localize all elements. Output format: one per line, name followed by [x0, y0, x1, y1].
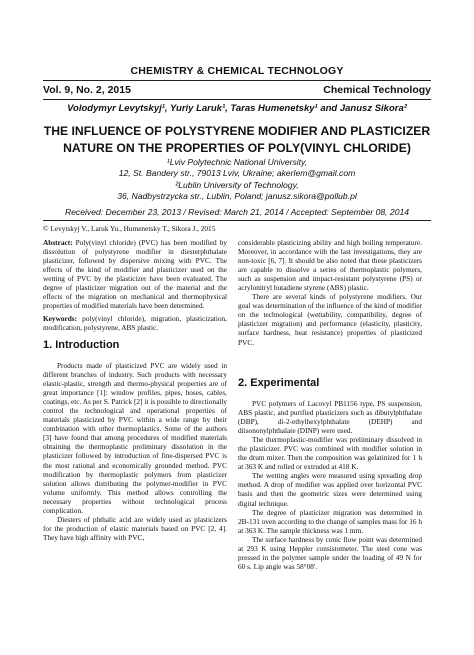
received-dates: Received: December 23, 2013 / Revised: March 21, 2014 / Accepted: September 08, 2014 — [64, 207, 410, 217]
keywords-label: Keywords: — [43, 314, 78, 324]
author-list: Volodymyr Levytskyj¹, Yuriy Laruk¹, Taras Humenetsky¹ and Janusz Sikora² — [67, 103, 407, 114]
copyright-line: © Levytskyj V., Laruk Yu., Humenetsky T., Sikora J., 2015 — [43, 224, 216, 233]
body-paragraph: Products made of plasticized PVC are widely used in different branches of industry. Such products with necessary elastic-plastic, strength and thermo-physical properties are of great importance [1]: window profiles, pipes, hoses, cables, coatings, etc. As per S. Patrick [2] it is possible to directionally control the technological and operational properties of materials plasticized by PVC within a wide range by their combination with other thermoplastics. Some of the authors [3] have found that among procedures of modified materials obtaining the thermoplastic preliminary dissolution in the plasticizer followed by introduction of fine-dispersed PVC is the most rational and economically grounded method. PVC modification by thermoplastic polymers from plasticizer solution allows distributing the polymer-modifier in PVC volume uniformly. This method allows controlling the necessary properties without technological process complication. — [43, 361, 228, 515]
right-column-body — [238, 399, 422, 571]
section-heading-experimental: 2. Experimental — [238, 377, 320, 389]
section-heading-introduction: 1. Introduction — [43, 339, 120, 351]
left-column-body — [43, 361, 227, 542]
keywords — [43, 314, 227, 332]
header-rule-top — [43, 80, 431, 81]
body-paragraph: The thermoplastic-modifier was preliminary dissolved in the plasticizer. PVC was combined with modifier solution in the drum mixer. Then the composition was gelatinized for 1 h at 363 K and rolled or extruded at 418 K. — [238, 435, 422, 472]
body-paragraph: The wetting angles were measured using spreading drop method. A drop of modifier was applied over horizontal PVC basis and then the geometric sizes were determined using digital technique. — [238, 471, 422, 508]
paper-title: THE INFLUENCE OF POLYSTYRENE MODIFIER AND PLASTICIZER NATURE ON THE PROPERTIES OF POLY(VINYL CHLORIDE) — [43, 124, 431, 155]
affiliations — [40, 157, 434, 203]
body-paragraph: Diesters of phthalic acid are widely used as plasticizers for the production of elastic materials based on PVC [2, 4]. They have high affinity with PVC, — [43, 514, 227, 542]
abstract-text: Poly(vinyl chloride) (PVC) has been modified by dissolution of polystyrene modifier in diesterphthalate plasticizer, followed by dispersive mixing with PVC. The effects of the kind of modifier and plasticizer used on the wetting of PVC by the plasticizer have been evaluated. The degree of plasticizer migration out of the material and the effects of the migration on mechanical and thermophysical properties of modified materials have been determined. — [43, 238, 227, 311]
volume-info: Vol. 9, No. 2, 2015 — [43, 84, 131, 96]
affiliation-line: 12, St. Bandery str., 79013 Lviv, Ukraine; akerlem@gmail.com — [118, 168, 356, 179]
abstract — [43, 238, 227, 310]
right-column — [238, 238, 422, 347]
body-paragraph: The surface hardness by conic flow point was determined at 293 K using Heppler consistometer. The steel cone was pressed in the polymer sample under the loading of 49 N for 60 s. Lip angle was 58°08′. — [238, 534, 422, 571]
dates-rule — [43, 220, 431, 221]
body-paragraph: PVC polymers of Lacovyl PB1156 type, PS suspension, ABS plastic, and purified plasticizers such as dibutylphthalate (DBP), di-2-ethylhexylphthalate (DEHP) and diisononylphthalate (DINP) were used. — [238, 399, 422, 436]
keywords-text: poly(vinyl chloride), migration, plasticization, modification, polystyrene, ABS plastic. — [43, 314, 227, 333]
left-column — [43, 238, 227, 332]
body-paragraph: There are several kinds of polystyrene modifiers. Our goal was determination of the influence of the kind of modifier on the technological (wettability, compatibility, degree of plasticizer migration) and performance (elasticity, plasticity, surface hardness, heat resistance) properties of plasticized PVC. — [238, 292, 422, 347]
affiliation-line: 36, Nadbystrzycka str., Lublin, Poland; janusz.sikora@pollub.pl — [117, 191, 357, 202]
affiliation-line: ²Lublin University of Technology, — [175, 179, 299, 190]
body-paragraph: considerable plasticizing ability and high boiling temperature. Moreover, in accordance with the last investigations, they are non-toxic [6, 7]. It should be also noted that these plasticizers are capable to dissolve a series of thermoplastic polymers, such as suspension and impact-resistant polystyrene (PS) or acrylonitryl butadiene styrene (ABS) plastic. — [238, 238, 422, 293]
journal-name: CHEMISTRY & CHEMICAL TECHNOLOGY — [130, 65, 344, 77]
header-rule-bottom — [43, 99, 431, 100]
issue-row — [43, 84, 431, 98]
affiliation-line: ¹Lviv Polytechnic National University, — [166, 157, 308, 167]
discipline-label: Chemical Technology — [323, 84, 431, 96]
body-paragraph: The degree of plasticizer migration was determined in 2В-131 oven according to the change of samples mass for 16 h at 363 K. The sample thickness was 1 mm. — [238, 507, 422, 535]
abstract-label: Abstract: — [43, 238, 73, 247]
